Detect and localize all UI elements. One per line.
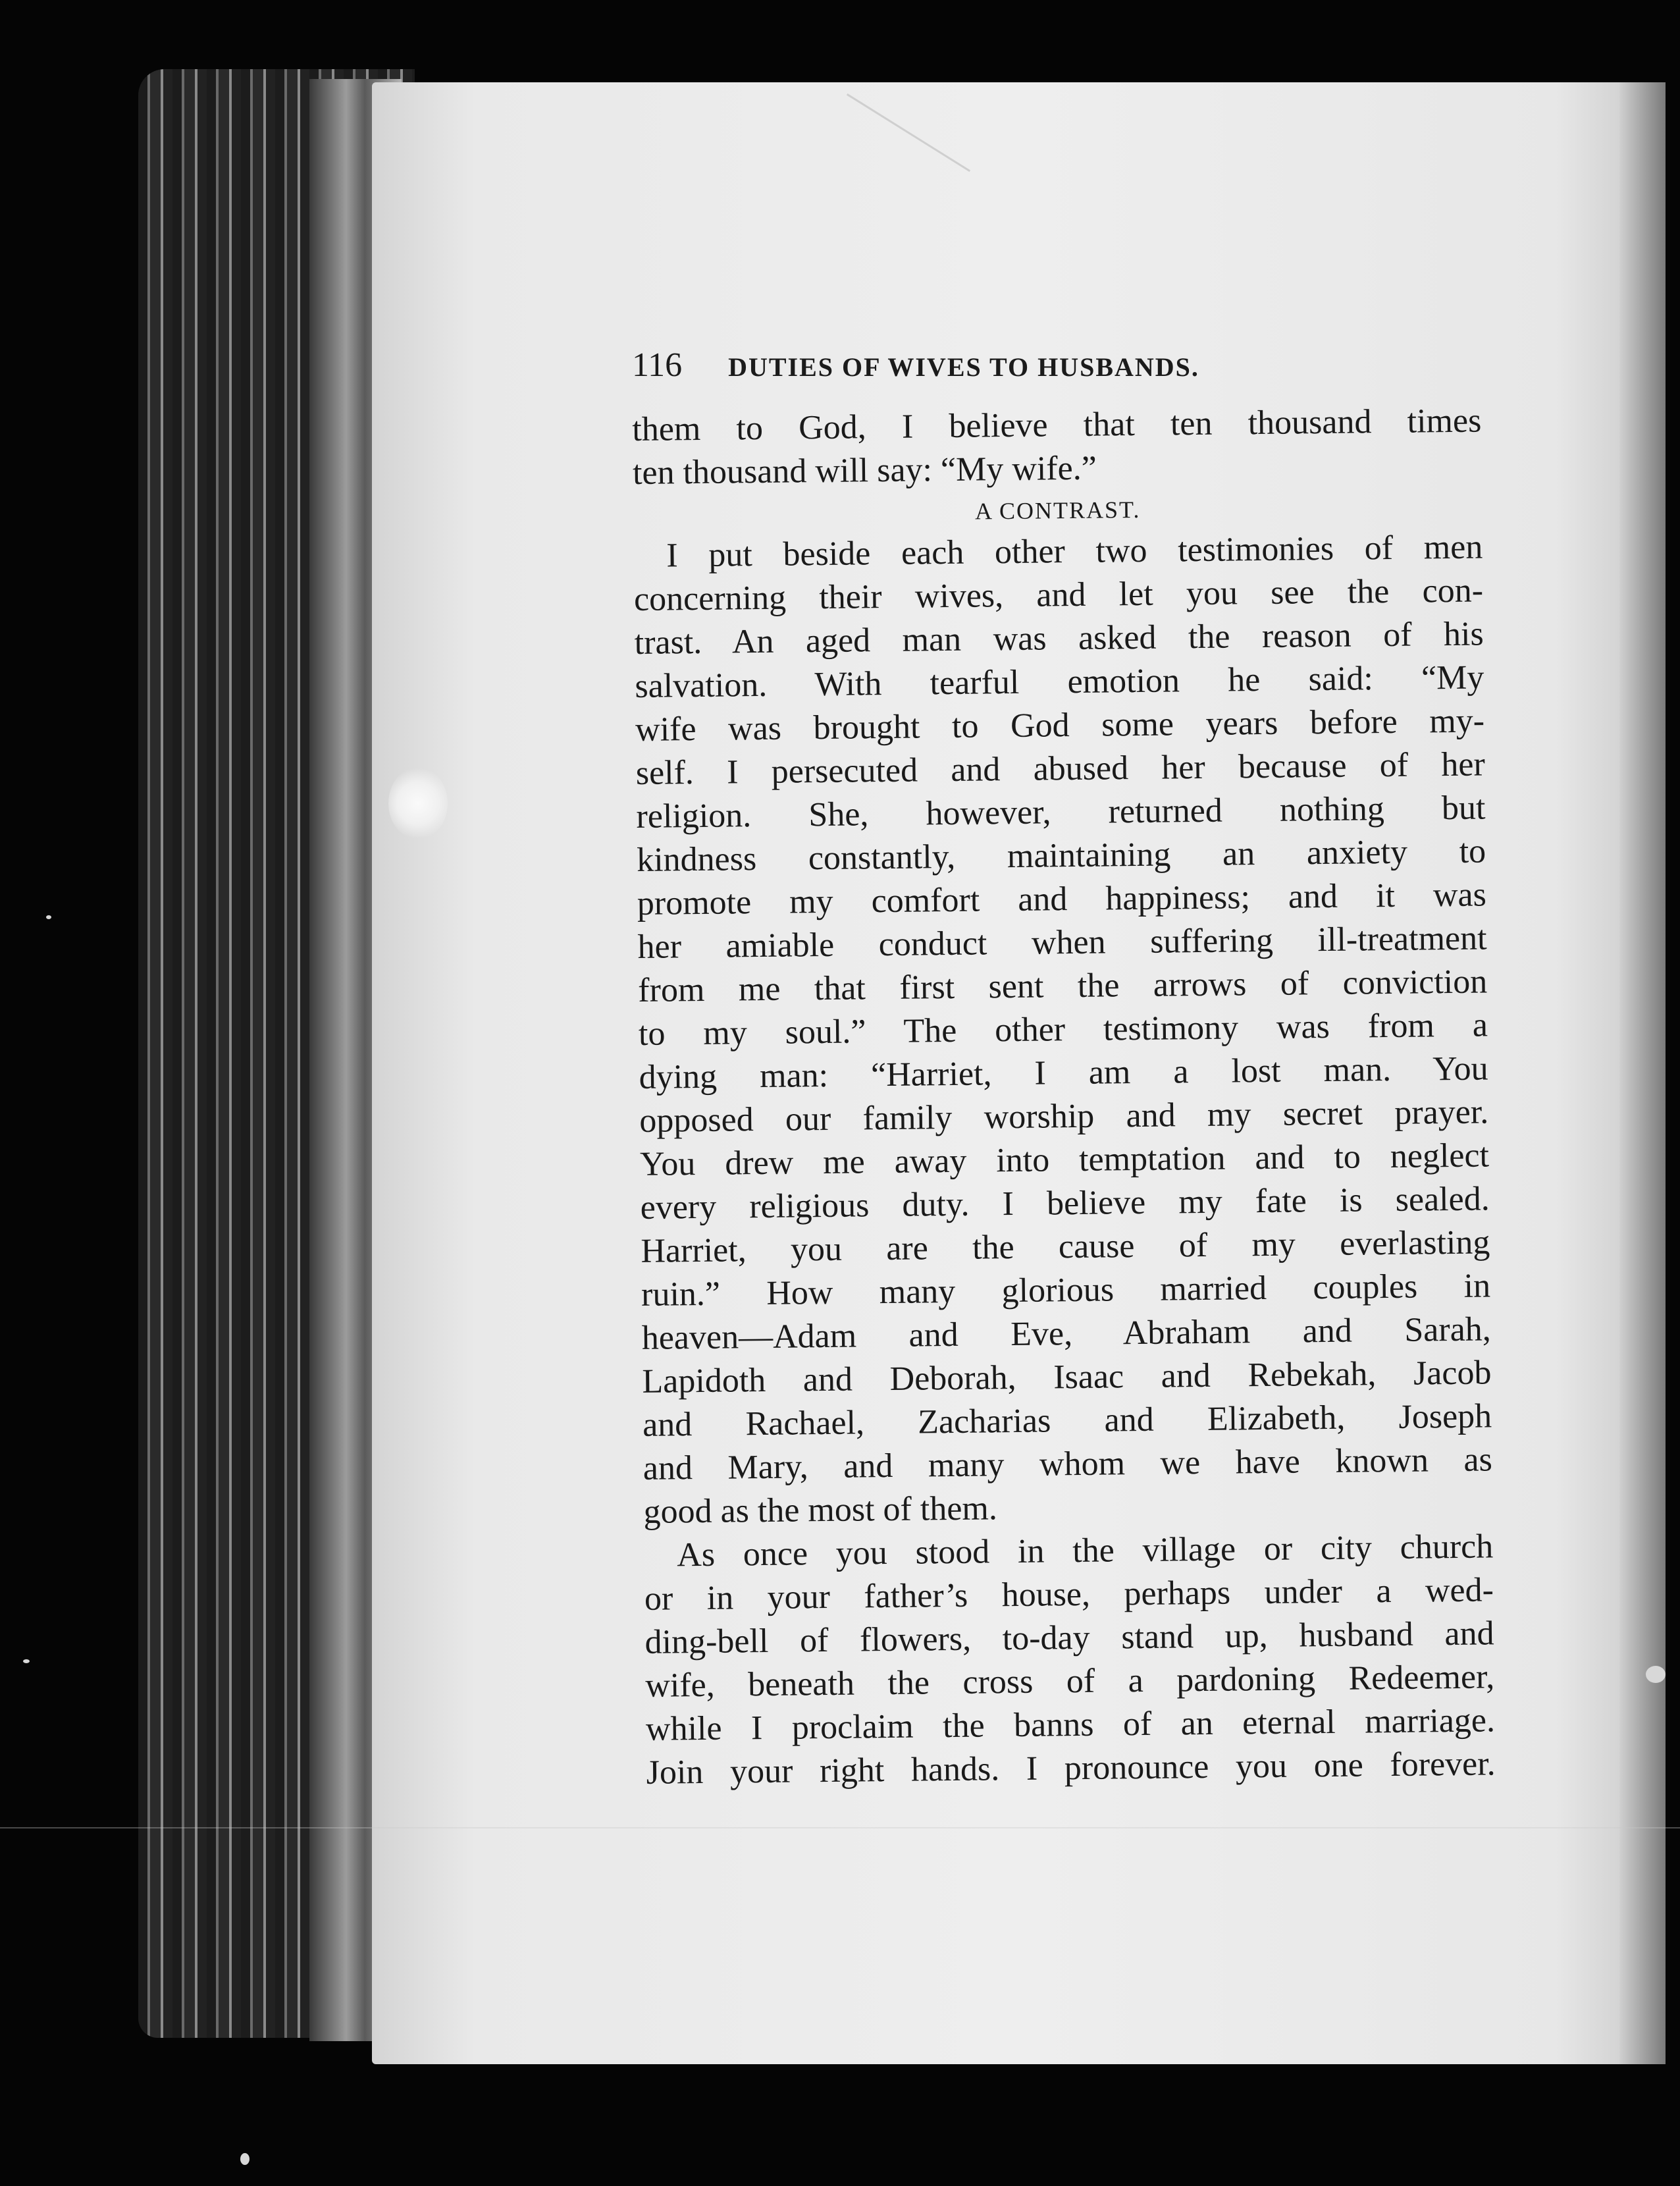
text-line: and Mary, and many whom we have known as — [643, 1441, 1493, 1487]
text-line: opposed our family worship and my secret prayer. — [639, 1093, 1489, 1140]
text-line: dying man: “Harriet, I am a lost man. You — [639, 1050, 1488, 1096]
text-line: to my soul.” The other testimony was from a — [638, 1006, 1488, 1053]
text-line: concerning their wives, and let you see the con- — [633, 572, 1484, 618]
text-line: I put beside each other two testimonies of men — [666, 528, 1483, 575]
running-header — [632, 346, 1448, 385]
text-line: her amiable conduct when suffering ill-treatment — [637, 919, 1487, 966]
text-line: heaven—Adam and Eve, Abraham and Sarah, — [641, 1310, 1492, 1357]
text-line: ruin.” How many glorious married couples in — [641, 1267, 1491, 1314]
text-line: salvation. With tearful emotion he said: “My — [635, 658, 1484, 705]
text-line: and Rachael, Zacharias and Elizabeth, Joseph — [642, 1397, 1492, 1444]
page-number: 116 — [632, 346, 683, 384]
text-line: ding-bell of flowers, to-day stand up, husband and — [644, 1614, 1494, 1661]
text-line: wife was brought to God some years before my- — [635, 702, 1485, 749]
page-text — [632, 399, 1496, 1794]
text-line: from me that first sent the arrows of conviction — [637, 963, 1488, 1009]
running-title: DUTIES OF WIVES TO HUSBANDS. — [728, 352, 1199, 382]
paragraph — [644, 1525, 1496, 1794]
text-line: religion. She, however, returned nothing but — [636, 789, 1486, 836]
dust-speck — [240, 2153, 249, 2165]
dust-speck — [46, 915, 51, 919]
text-line: them to God, I believe that ten thousand times — [632, 402, 1482, 448]
text-line: while I proclaim the banns of an eternal marriage. — [645, 1701, 1496, 1748]
text-line: Join your right hands. I pronounce you one forever. — [646, 1745, 1496, 1792]
text-line: every religious duty. I believe my fate is sealed. — [640, 1180, 1490, 1227]
text-line: promote my comfort and happiness; and it was — [637, 876, 1487, 922]
page-right-shadow — [1619, 82, 1666, 2064]
text-line: Lapidoth and Deborah, Isaac and Rebekah, Jacob — [642, 1354, 1492, 1400]
text-line: or in your father’s house, perhaps under a wed- — [644, 1571, 1494, 1618]
text-line: trast. An aged man was asked the reason of his — [634, 615, 1484, 662]
text-line: self. I persecuted and abused her because of her — [635, 745, 1486, 792]
text-line: kindness constantly, maintaining an anxiety to — [636, 832, 1486, 879]
text-line: wife, beneath the cross of a pardoning Redeemer, — [645, 1658, 1495, 1705]
text-line: Harriet, you are the cause of my everlasting — [641, 1223, 1490, 1270]
dust-speck — [23, 1659, 30, 1663]
dust-speck — [1646, 1666, 1666, 1683]
paragraph — [633, 525, 1493, 1533]
section-heading: A CONTRAST. — [974, 496, 1141, 525]
text-line: You drew me away into temptation and to neglect — [639, 1136, 1490, 1183]
text-line: good as the most of them. — [643, 1489, 998, 1531]
text-line: ten thousand will say: “My wife.” — [632, 449, 1097, 492]
paper-stain — [388, 767, 448, 840]
scan-line-artifact — [0, 1827, 1680, 1828]
text-line: As once you stood in the village or city church — [676, 1528, 1494, 1574]
